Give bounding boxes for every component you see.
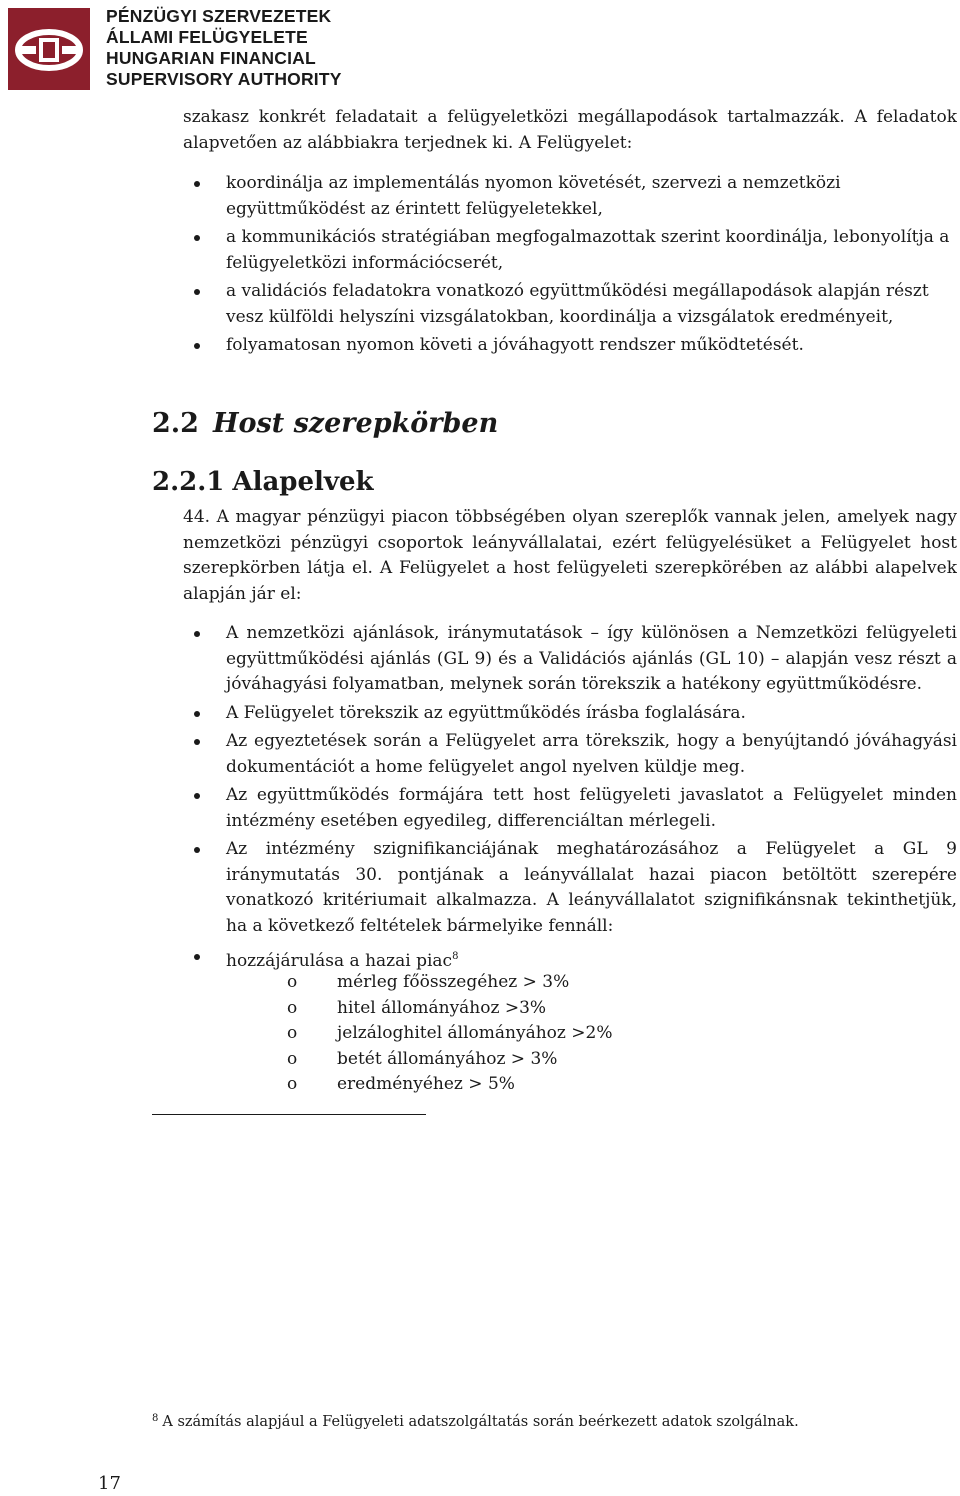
list-item-text: koordinálja az implementálás nyomon követését, szervezi a nemzetközi együttműködést az érintett felügyeletekkel, bbox=[226, 173, 841, 219]
bullet-icon bbox=[194, 631, 200, 637]
circle-bullet-icon: o bbox=[287, 972, 298, 992]
list-item bbox=[183, 279, 957, 330]
list-item-text: a kommunikációs stratégiában megfogalmazottak szerint koordinálja, lebonyolítja a felügyeletközi információcserét, bbox=[226, 227, 950, 273]
list-item-text: A Felügyelet törekszik az együttműködés írásba foglalására. bbox=[226, 702, 746, 723]
bullet-icon bbox=[194, 235, 200, 241]
paragraph-line: szerepkörben látja el. A Felügyelet a host felügyeleti szerepkörében az alábbi alapelvek bbox=[183, 558, 957, 578]
list-item-text: folyamatosan nyomon követi a jóváhagyott rendszer működtetését. bbox=[226, 335, 804, 355]
section-title: Alapelvek bbox=[232, 467, 374, 497]
circle-bullet-icon: o bbox=[287, 1023, 298, 1043]
circle-bullet-icon: o bbox=[287, 997, 298, 1018]
list-item bbox=[183, 701, 957, 727]
paragraph-44 bbox=[183, 505, 957, 607]
section-number: 2.2.1 bbox=[152, 467, 225, 497]
bullet-icon bbox=[194, 847, 200, 853]
paragraph-line: alapján jár el: bbox=[183, 583, 302, 604]
org-name-line: PÉNZÜGYI SZERVEZETEK bbox=[106, 6, 332, 26]
sub-item-text: hitel állományához >3% bbox=[337, 997, 547, 1018]
paragraph-line: 44. A magyar pénzügyi piacon többségében olyan szereplők vannak jelen, amelyek nagy bbox=[183, 507, 957, 527]
list-item bbox=[183, 171, 957, 222]
list-item-text: a validációs feladatokra vonatkozó együttműködési megállapodások alapján részt vesz külföldi helyszíni vizsgálatokban, koordinálja a vizsgálatok eredményeit, bbox=[226, 281, 929, 327]
list-item bbox=[183, 621, 957, 698]
list-item bbox=[183, 837, 957, 939]
section-number: 2.2 bbox=[152, 408, 199, 439]
footnote bbox=[152, 1408, 799, 1433]
bullet-icon bbox=[194, 711, 200, 717]
footnote-marker: 8 bbox=[152, 1413, 159, 1424]
org-name-line: SUPERVISORY AUTHORITY bbox=[106, 69, 342, 89]
section-title: Host szerepkörben bbox=[212, 408, 499, 439]
bullet-icon bbox=[194, 793, 200, 799]
list-item-text: Az együttműködés formájára tett host felügyeleti javaslatot a Felügyelet minden intézmény esetében egyedileg, differenciáltan mérlegeli. bbox=[226, 785, 957, 831]
paragraph-line: nemzetközi pénzügyi csoportok leányvállalatai, ezért felügyelésüket a Felügyelet host bbox=[183, 532, 957, 553]
bullet-icon bbox=[194, 181, 200, 187]
list-item-text: A nemzetközi ajánlások, iránymutatások – így különösen a Nemzetközi felügyeleti együttműködési ajánlás (GL 9) és a Validációs ajánlás (GL 10) – alapján vesz részt a jóváhagyási folyamatban, melynek során törekszik a hatékony együttműködésre. bbox=[226, 623, 957, 694]
sub-item-text: betét állományához > 3% bbox=[337, 1048, 558, 1069]
logo bbox=[8, 8, 90, 90]
list-item-text: Az egyeztetések során a Felügyelet arra törekszik, hogy a benyújtandó jóváhagyási dokumentációt a home felügyelet angol nyelven küldje meg. bbox=[226, 731, 957, 777]
circle-bullet-icon: o bbox=[287, 1048, 298, 1069]
list-item bbox=[183, 729, 957, 780]
section-heading-2-2-1 bbox=[152, 465, 374, 499]
page-number: 17 bbox=[98, 1473, 121, 1494]
bullet-icon bbox=[194, 289, 200, 295]
circle-bullet-icon: o bbox=[287, 1074, 298, 1094]
bullet-icon bbox=[194, 739, 200, 745]
sub-item-text: eredményéhez > 5% bbox=[337, 1074, 515, 1094]
footnote-text: A számítás alapjául a Felügyeleti adatszolgáltatás során beérkezett adatok szolgálnak. bbox=[162, 1414, 799, 1430]
bullet-icon bbox=[194, 343, 200, 349]
section-heading-2-2 bbox=[152, 406, 498, 442]
organization-name bbox=[106, 6, 342, 90]
principles-list bbox=[183, 621, 957, 939]
intro-line: szakasz konkrét feladatait a felügyeletközi megállapodások tartalmazzák. A feladatok bbox=[183, 107, 957, 127]
sub-item-text: mérleg főösszegéhez > 3% bbox=[337, 972, 570, 992]
list-item-text: hozzájárulása a hazai piac bbox=[226, 951, 453, 971]
sub-item-text: jelzáloghitel állományához >2% bbox=[337, 1023, 613, 1043]
logo-mark-icon bbox=[8, 8, 90, 90]
contribution-list bbox=[183, 944, 957, 975]
footnote-separator bbox=[152, 1114, 426, 1115]
footnote-reference[interactable]: 8 bbox=[452, 951, 459, 962]
list-item bbox=[183, 333, 957, 359]
list-item bbox=[183, 944, 957, 975]
tasks-list bbox=[183, 171, 957, 359]
intro-line: alapvetően az alábbiakra terjednek ki. A Felügyelet: bbox=[183, 132, 633, 153]
list-item bbox=[183, 225, 957, 276]
bullet-icon bbox=[194, 954, 200, 960]
list-item bbox=[183, 783, 957, 834]
org-name-line: ÁLLAMI FELÜGYELETE bbox=[106, 27, 308, 47]
org-name-line: HUNGARIAN FINANCIAL bbox=[106, 48, 316, 68]
intro-paragraph bbox=[183, 105, 957, 156]
list-item-text: Az intézmény szignifikanciájának meghatározásához a Felügyelet a GL 9 iránymutatás 30. pontjának a leányvállalat hazai piacon betöltött szerepére vonatkozó kritériumait alkalmazza. A leányvállalatot szignifikánsnak tekinthetjük, ha a következő feltételek bármelyike fennáll: bbox=[226, 839, 957, 936]
